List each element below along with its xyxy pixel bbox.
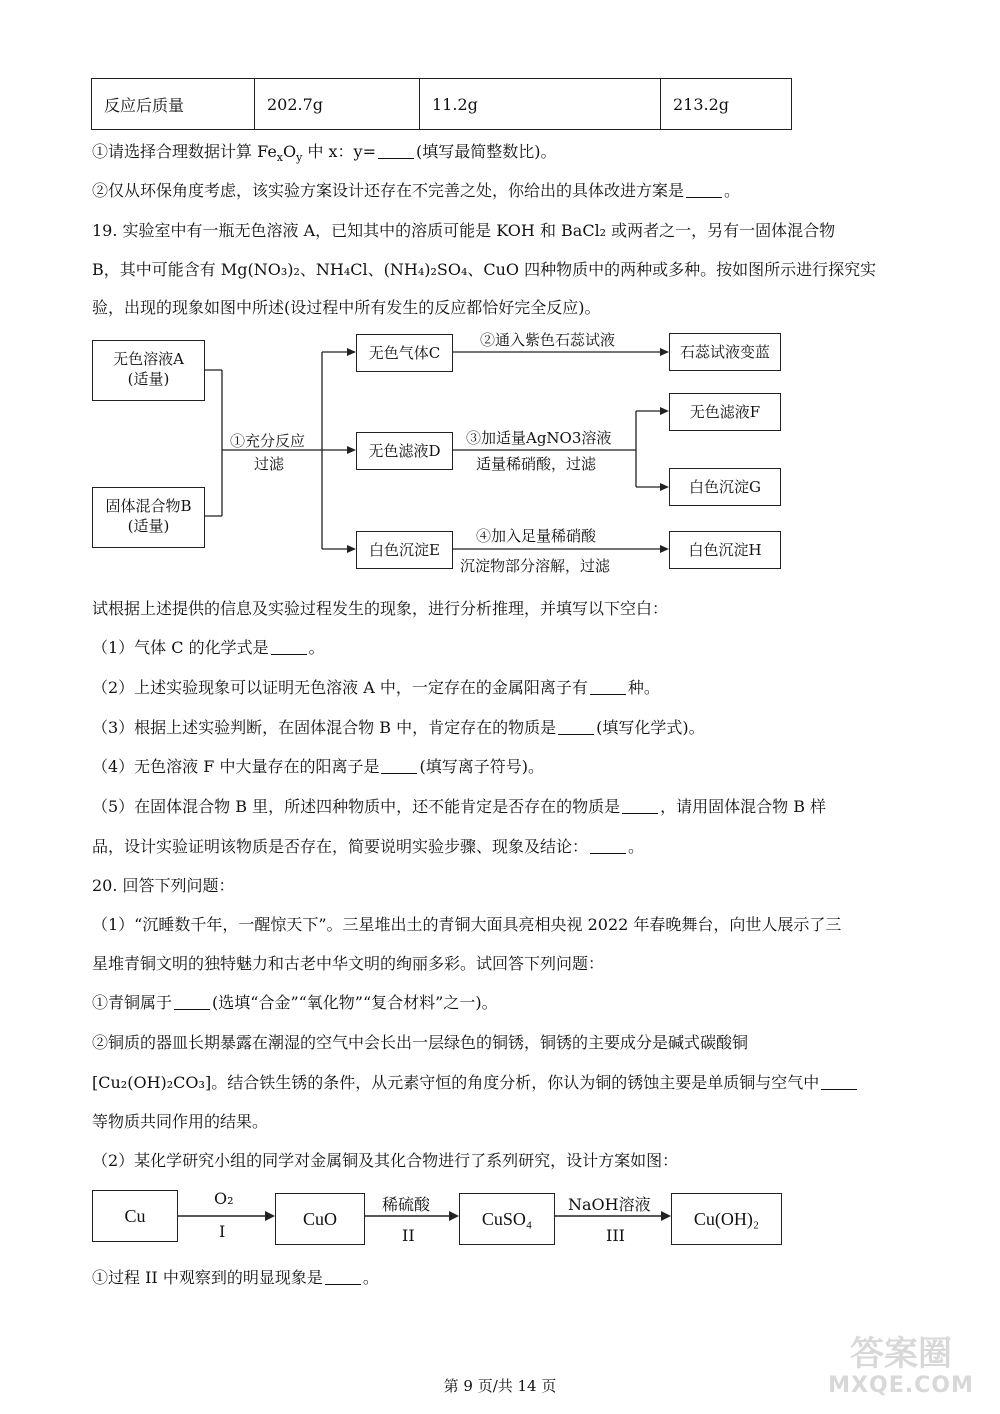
step1-label-top: ①充分反应 — [230, 432, 306, 450]
answer-blank[interactable] — [590, 837, 626, 854]
reaction1-reagent: O₂ — [214, 1189, 234, 1208]
answer-blank[interactable] — [558, 718, 594, 735]
q19-q1: （1）气体 C 的化学式是 。 — [92, 638, 325, 657]
reaction2-reagent: 稀硫酸 — [382, 1195, 431, 1214]
q19-line3: 验，出现的现象如图中所述(设过程中所有发生的反应都恰好完全反应)。 — [92, 298, 601, 317]
q20-p1-line2: 星堆青铜文明的独特魅力和古老中华文明的绚丽多彩。试回答下列问题： — [92, 954, 605, 973]
box-precipitate-g: 白色沉淀G — [669, 468, 781, 506]
q19-line1: 19. 实验室中有一瓶无色溶液 A，已知其中的溶质可能是 KOH 和 BaCl₂ 或两者之一，另有一固体混合物 — [92, 221, 836, 240]
box-gas-c: 无色气体C — [356, 334, 453, 372]
reaction3-reagent: NaOH溶液 — [568, 1195, 651, 1214]
q19-q5-line1: （5）在固体混合物 B 里，所述四种物质中，还不能肯定是否存在的物质是 ，请用固体混合物 B 样 — [92, 797, 827, 816]
q20-p2-intro: （2）某化学研究小组的同学对金属铜及其化合物进行了系列研究，设计方案如图： — [92, 1151, 679, 1170]
answer-blank[interactable] — [271, 638, 307, 655]
box-cuo: CuO — [275, 1193, 365, 1245]
q20-p2-q1: ①过程 II 中观察到的明显现象是 。 — [92, 1268, 379, 1287]
reaction3-step: III — [606, 1226, 625, 1245]
box-cu: Cu — [92, 1190, 178, 1242]
box-precipitate-h: 白色沉淀H — [669, 531, 781, 569]
watermark-logo: 答案圈 MXQE.COM — [828, 1334, 974, 1398]
table-cell-2: 11.2g — [420, 79, 661, 130]
q20-p1-q1: ①青铜属于 (选填“合金”“氧化物”“复合材料”之一)。 — [92, 993, 498, 1012]
answer-blank[interactable] — [622, 797, 658, 814]
table-row-label: 反应后质量 — [92, 79, 255, 130]
answer-blank[interactable] — [325, 1268, 361, 1285]
page-number: 第 9 页/共 14 页 — [443, 1377, 557, 1395]
q20-p1-line1: （1）“沉睡数千年，一醒惊天下”。三星堆出土的青铜大面具亮相央视 2022 年春晚舞台，向世人展示了三 — [92, 915, 842, 934]
q20-p1-q2-line1: ②铜质的器皿长期暴露在潮湿的空气中会长出一层绿色的铜锈，铜锈的主要成分是碱式碳酸铜 — [92, 1033, 749, 1052]
q20-p1-q2-line3: 等物质共同作用的结果。 — [92, 1112, 269, 1131]
q20-title: 20. 回答下列问题： — [92, 876, 235, 895]
box-litmus-result: 石蕊试液变蓝 — [669, 333, 781, 371]
box-filtrate-f: 无色滤液F — [669, 393, 781, 431]
table-cell-3: 213.2g — [661, 79, 792, 130]
step3-label-bottom: 适量稀硝酸，过滤 — [476, 455, 597, 473]
box-filtrate-d: 无色滤液D — [356, 432, 453, 470]
answer-blank[interactable] — [174, 993, 210, 1010]
step4-label-top: ④加入足量稀硝酸 — [476, 527, 597, 545]
step1-label-bottom: 过滤 — [254, 455, 285, 473]
q19-q2: （2）上述实验现象可以证明无色溶液 A 中，一定存在的金属阳离子有 种。 — [92, 678, 660, 697]
answer-blank[interactable] — [381, 757, 417, 774]
q19-q5-line2: 品，设计实验证明该物质是否存在，简要说明实验步骤、现象及结论： 。 — [92, 837, 645, 856]
answer-blank[interactable] — [821, 1073, 857, 1090]
box-solid-b: 固体混合物B (适量) — [92, 487, 205, 548]
q19-line2: B，其中可能含有 Mg(NO₃)₂、NH₄Cl、(NH₄)₂SO₄、CuO 四种物质中的两种或多种。按如图所示进行探究实 — [92, 260, 877, 279]
step3-label-top: ③加适量AgNO3溶液 — [466, 429, 612, 447]
box-precipitate-e: 白色沉淀E — [356, 531, 453, 569]
q20-p1-q2-line2: [Cu₂(OH)₂CO₃]。结合铁生锈的条件，从元素守恒的角度分析，你认为铜的锈蚀主要是单质铜与空气中 — [92, 1072, 859, 1094]
step4-label-bottom: 沉淀物部分溶解，过滤 — [460, 557, 611, 575]
step2-label: ②通入紫色石蕊试液 — [480, 331, 616, 349]
reaction1-step: I — [219, 1222, 226, 1241]
q18-part2: ②仅从环保角度考虑，该实验方案设计还存在不完善之处，你给出的具体改进方案是 。 — [92, 181, 741, 200]
reaction2-step: II — [402, 1226, 415, 1245]
box-cuso4: CuSO₄ — [459, 1193, 555, 1245]
q19-q4: （4）无色溶液 F 中大量存在的阳离子是 (填写离子符号)。 — [92, 757, 544, 776]
box-cuoh2: Cu(OH)₂ — [671, 1193, 782, 1245]
table-cell-1: 202.7g — [255, 79, 420, 130]
q18-part1: ①请选择合理数据计算 $Fe_xO_y$ 中 x：y= (填写最简整数比)。 — [92, 142, 557, 165]
q19-q3: （3）根据上述实验判断，在固体混合物 B 中，肯定存在的物质是 (填写化学式)。 — [92, 718, 705, 737]
q19-intro: 试根据上述提供的信息及实验过程发生的现象，进行分析推理，并填写以下空白： — [92, 599, 669, 618]
answer-blank[interactable] — [590, 678, 626, 695]
box-solution-a: 无色溶液A (适量) — [92, 340, 205, 401]
